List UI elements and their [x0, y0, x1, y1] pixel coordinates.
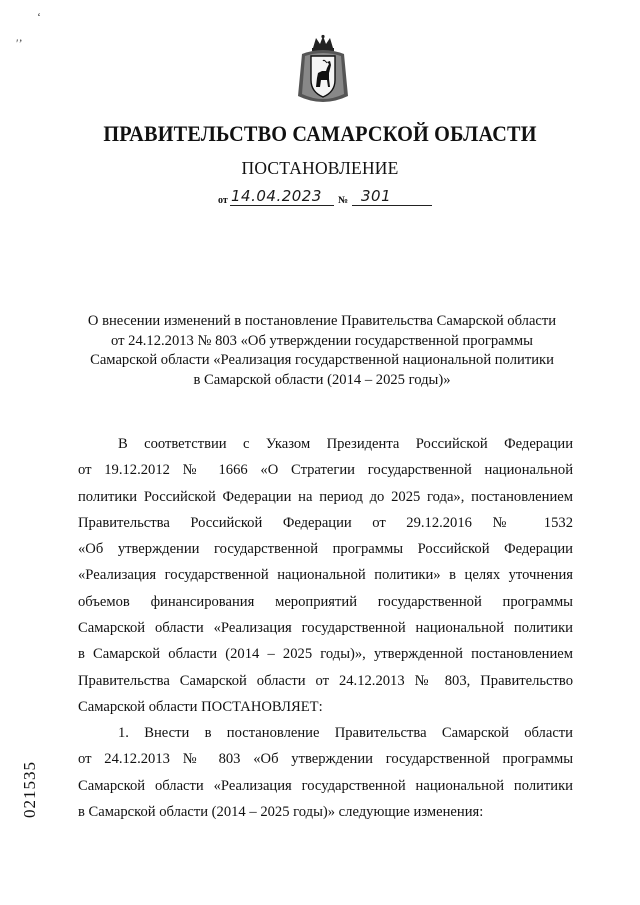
text-line: Самарской области «Реализация государственной национальной политики — [78, 777, 573, 794]
date-prefix: от — [218, 195, 228, 206]
subject-line: в Самарской области (2014 – 2025 годы)» — [193, 371, 451, 388]
text-line: «Реализация государственной национальной политики» в целях уточнения — [78, 567, 573, 584]
document-type: ПОСТАНОВЛЕНИЕ — [241, 158, 399, 178]
text-line: Правительства Самарской области от 24.12.2013 № 803, Правительство — [78, 672, 573, 689]
number-prefix: № — [338, 195, 349, 206]
item-1-paragraph — [78, 720, 573, 825]
registration-number: 021535 — [20, 761, 39, 818]
subject-line: от 24.12.2013 № 803 «Об утверждении государственной программы — [111, 332, 533, 349]
subject-line: О внесении изменений в постановление Правительства Самарской области — [87, 313, 557, 329]
text-line: в Самарской области (2014 – 2025 годы)», утвержденной постановлением — [78, 646, 573, 663]
coat-of-arms-icon — [296, 34, 350, 108]
number-underline — [352, 205, 432, 206]
date-underline — [230, 205, 334, 206]
text-line: от 19.12.2012 № 1666 «О Стратегии государственной национальной — [78, 462, 573, 479]
subject-line: Самарской области «Реализация государственной национальной политики — [90, 352, 554, 368]
text-line: В соответствии с Указом Президента Российской Федерации — [118, 436, 573, 452]
text-line: политики Российской Федерации на период до 2025 года», постановлением — [78, 488, 573, 505]
text-line: «Об утверждении государственной программы Российской Федерации — [78, 541, 573, 558]
number-value: 301 — [361, 187, 392, 205]
scan-mark: ‘ — [37, 10, 41, 24]
date-value: 14.04.2023 — [231, 187, 322, 205]
date-number-line — [218, 186, 433, 210]
organization-title: ПРАВИТЕЛЬСТВО САМАРСКОЙ ОБЛАСТИ — [103, 121, 537, 146]
text-line: Самарской области ПОСТАНОВЛЯЕТ: — [78, 698, 323, 715]
text-line: в Самарской области (2014 – 2025 годы)» следующие изменения: — [78, 803, 484, 820]
text-line: Правительства Российской Федерации от 29.12.2016 № 1532 — [78, 514, 573, 531]
scan-mark: ′’ — [16, 36, 23, 50]
text-line: Самарской области «Реализация государственной национальной политики — [78, 620, 573, 637]
document-subject — [64, 312, 580, 390]
preamble-paragraph — [78, 431, 573, 720]
text-line: 1. Внести в постановление Правительства Самарской области — [118, 725, 573, 741]
text-line: объемов финансирования мероприятий государственной программы — [78, 593, 573, 610]
text-line: от 24.12.2013 № 803 «Об утверждении государственной программы — [78, 751, 573, 768]
